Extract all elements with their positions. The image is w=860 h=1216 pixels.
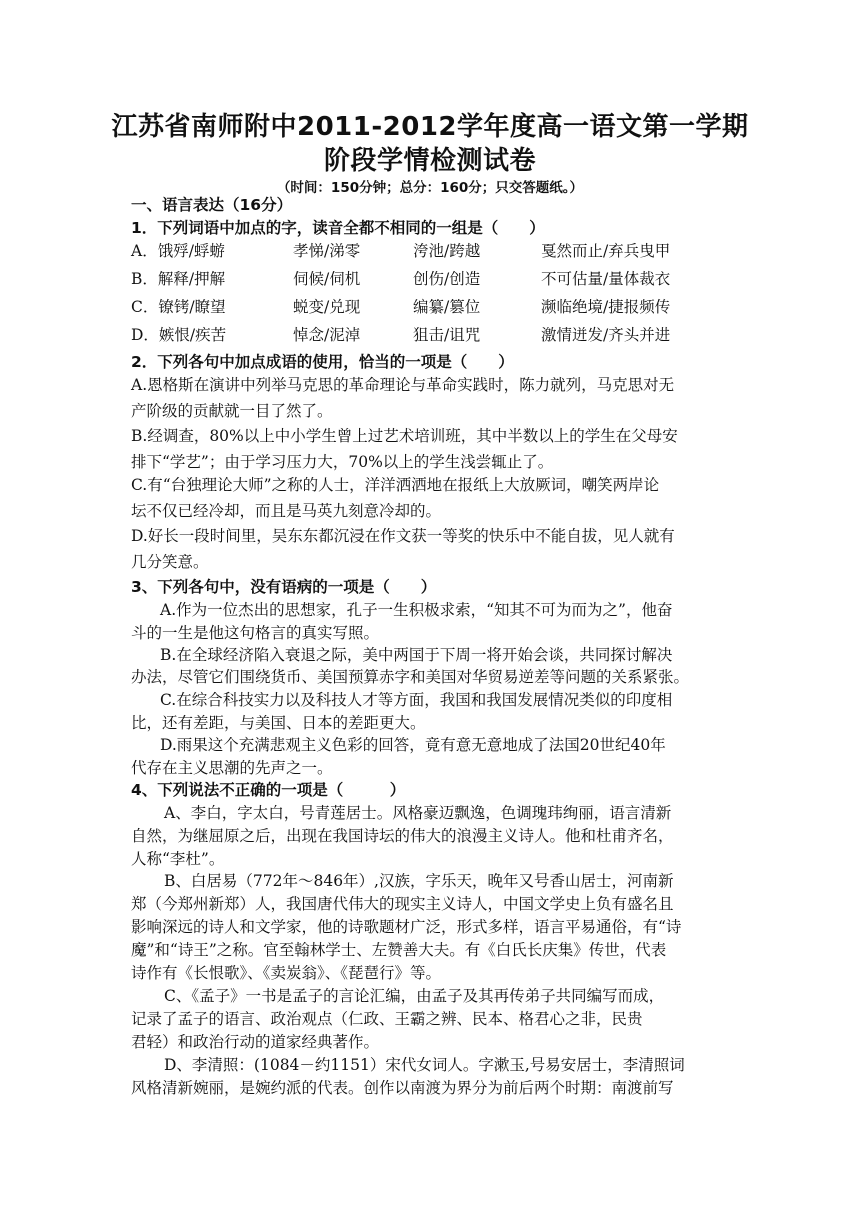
q4-line: 郑（今郑州新郑）人，我国唐代伟大的现实主义诗人，中国文学史上负有盛名且 xyxy=(131,895,674,913)
q3-line: C.在综合科技实力以及科技人才等方面，我国和我国发展情况类似的印度相 xyxy=(160,691,673,709)
q3-line: 办法，尽管它们围绕货币、美国预算赤字和美国对华贸易逆差等问题的关系紧张。 xyxy=(131,668,690,686)
q1-option-b-1: B．解释/押解 xyxy=(131,270,226,288)
q3-line: 比，还有差距，与美国、日本的差距更大。 xyxy=(131,714,426,732)
q1-option-d-4: 激情迸发/齐头并进 xyxy=(541,326,671,344)
q2-line: 几分笑意。 xyxy=(131,553,209,571)
q4-line: 自然，为继屈原之后，出现在我国诗坛的伟大的浪漫主义诗人。他和杜甫齐名， xyxy=(131,827,674,845)
q1-option-c-4: 濒临绝境/捷报频传 xyxy=(541,298,671,316)
q2-line: 排下“学艺”；由于学习压力大，70%以上的学生浅尝辄止了。 xyxy=(131,453,554,471)
q1-option-a-2: 孝悌/涕零 xyxy=(293,242,361,260)
question-4-stem: 4、下列说法不正确的一项是（ ） xyxy=(131,781,406,799)
q1-option-c-2: 蜕变/兑现 xyxy=(293,298,361,316)
q1-option-c-3: 编纂/篡位 xyxy=(413,298,481,316)
q4-line: 诗作有《长恨歌》、《卖炭翁》、《琵琶行》等。 xyxy=(131,964,442,982)
q4-line: D、李清照：(1084－约1151）宋代女词人。字漱玉,号易安居士，李清照词 xyxy=(164,1056,685,1074)
q2-line: C.有“台独理论大师”之称的人士，洋洋洒洒地在报纸上大放厥词，嘲笑两岸论 xyxy=(131,476,660,494)
exam-subtitle: （时间：150分钟；总分：160分；只交答题纸。） xyxy=(276,180,584,196)
q4-line: 影响深远的诗人和文学家，他的诗歌题材广泛，形式多样，语言平易通俗，有“诗 xyxy=(131,918,682,936)
q1-option-b-4: 不可估量/量体裁衣 xyxy=(541,270,671,288)
question-1-stem: 1．下列词语中加点的字，读音全都不相同的一组是（ ） xyxy=(131,219,545,237)
q1-option-d-1: D．嫉恨/疾苦 xyxy=(131,326,227,344)
question-2-stem: 2．下列各句中加点成语的使用，恰当的一项是（ ） xyxy=(131,353,514,371)
q1-option-a-1: A．饿殍/蜉蝣 xyxy=(131,242,225,260)
q1-option-b-3: 创伤/创造 xyxy=(413,270,481,288)
q3-line: D.雨果这个充满悲观主义色彩的回答，竟有意无意地成了法国20世纪40年 xyxy=(160,736,666,754)
q1-option-c-1: C．镣铐/瞭望 xyxy=(131,298,226,316)
q2-line: B.经调查，80%以上中小学生曾上过艺术培训班，其中半数以上的学生在父母安 xyxy=(131,427,678,445)
q4-line: 君轻）和政治行动的道家经典著作。 xyxy=(131,1033,380,1051)
q1-option-a-3: 洿池/跨越 xyxy=(413,242,481,260)
q3-line: A.作为一位杰出的思想家，孔子一生积极求索，“知其不可为而为之”，他奋 xyxy=(160,601,673,619)
q1-option-b-2: 伺候/伺机 xyxy=(293,270,361,288)
q4-line: 风格清新婉丽，是婉约派的代表。创作以南渡为界分为前后两个时期：南渡前写 xyxy=(131,1079,674,1097)
q4-line: B、白居易（772年～846年）,汉族，字乐天，晚年又号香山居士，河南新 xyxy=(164,872,674,890)
q2-line: 坛不仅已经冷却，而且是马英九刻意冷却的。 xyxy=(131,502,442,520)
exam-title-line2: 阶段学情检测试卷 xyxy=(323,146,536,176)
q4-line: 人称“李杜”。 xyxy=(131,850,225,868)
q2-line: A.恩格斯在演讲中列举马克思的革命理论与革命实践时，陈力就列，马克思对无 xyxy=(131,376,675,394)
q1-option-d-2: 悼念/泥淖 xyxy=(293,326,361,344)
section-heading: 一、语言表达（16分） xyxy=(131,196,293,214)
q2-line: 产阶级的贡献就一目了然了。 xyxy=(131,402,333,420)
q4-line: 记录了孟子的语言、政治观点（仁政、王霸之辨、民本、格君心之非，民贵 xyxy=(131,1010,643,1028)
q3-line: 斗的一生是他这句格言的真实写照。 xyxy=(131,624,380,642)
q1-option-a-4: 戛然而止/弃兵曳甲 xyxy=(541,242,671,260)
q4-line: C、《孟子》一书是孟子的言论汇编，由孟子及其再传弟子共同编写而成， xyxy=(164,987,665,1005)
q3-line: B.在全球经济陷入衰退之际，美中两国于下周一将开始会谈，共同探讨解决 xyxy=(160,646,673,664)
q1-option-d-3: 狙击/诅咒 xyxy=(413,326,481,344)
exam-title-line1: 江苏省南师附中2011-2012学年度高一语文第一学期 xyxy=(111,112,749,142)
q3-line: 代存在主义思潮的先声之一。 xyxy=(131,759,333,777)
question-3-stem: 3、下列各句中，没有语病的一项是（ ） xyxy=(131,578,437,596)
q4-line: A、李白，字太白，号青莲居士。风格豪迈飘逸，色调瑰玮绚丽，语言清新 xyxy=(164,804,672,822)
q2-line: D.好长一段时间里，吴东东都沉浸在作文获一等奖的快乐中不能自拔，见人就有 xyxy=(131,527,675,545)
q4-line: 魔”和“诗王”之称。官至翰林学士、左赞善大夫。有《白氏长庆集》传世，代表 xyxy=(131,941,667,959)
